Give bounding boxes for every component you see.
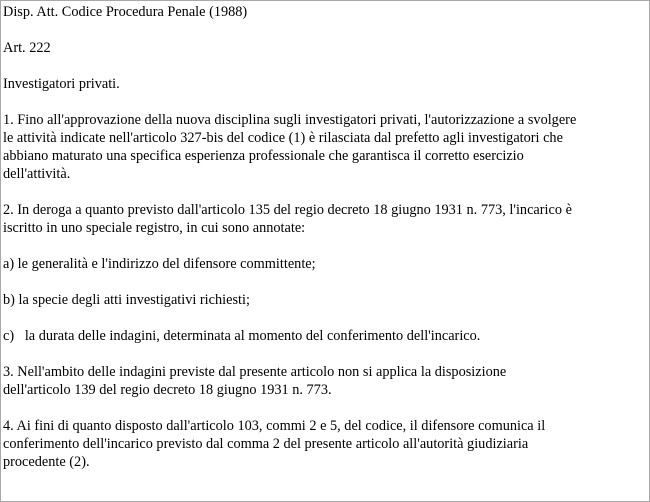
paragraph-line: 3. Nell'ambito delle indagini previste dal presente articolo non si applica la disposizione (3, 364, 507, 380)
paragraph-line: 4. Ai fini di quanto disposto dall'articolo 103, commi 2 e 5, del codice, il difensore comunica il (3, 418, 546, 434)
paragraph-4 (3, 417, 650, 471)
paragraph-line: iscritto in uno speciale registro, in cui sono annotate: (3, 220, 306, 236)
article-number: Art. 222 (3, 40, 51, 56)
paragraph-line: le attività indicate nell'articolo 327-bis del codice (1) è rilasciata dal prefetto agli investigatori che (3, 130, 563, 146)
paragraph-line: conferimento dell'incarico previsto dal comma 2 del presente articolo all'autorità giudiziaria (3, 436, 529, 452)
paragraph-line: procedente (2). (3, 454, 90, 470)
paragraph-line: 2. In deroga a quanto previsto dall'articolo 135 del regio decreto 18 giugno 1931 n. 773, l'incarico è (3, 202, 572, 218)
article-heading: Investigatori privati. (3, 76, 120, 92)
paragraph-line: abbiano maturato una specifica esperienza professionale che garantisca il corretto esercizio (3, 148, 524, 164)
paragraph-3 (3, 363, 650, 399)
document-title: Disp. Att. Codice Procedura Penale (1988) (3, 4, 248, 20)
list-item-c: c) la durata delle indagini, determinata al momento del conferimento dell'incarico. (3, 328, 481, 344)
paragraph-line: dell'articolo 139 del regio decreto 18 giugno 1931 n. 773. (3, 382, 332, 398)
paragraph-line: dell'attività. (3, 166, 71, 182)
list-item-a: a) le generalità e l'indirizzo del difensore committente; (3, 256, 316, 272)
paragraph-2 (3, 201, 650, 237)
list-item-b: b) la specie degli atti investigativi richiesti; (3, 292, 250, 308)
document-body (3, 3, 650, 471)
paragraph-line: 1. Fino all'approvazione della nuova disciplina sugli investigatori privati, l'autorizzazione a svolgere (3, 112, 577, 128)
paragraph-1 (3, 111, 650, 183)
